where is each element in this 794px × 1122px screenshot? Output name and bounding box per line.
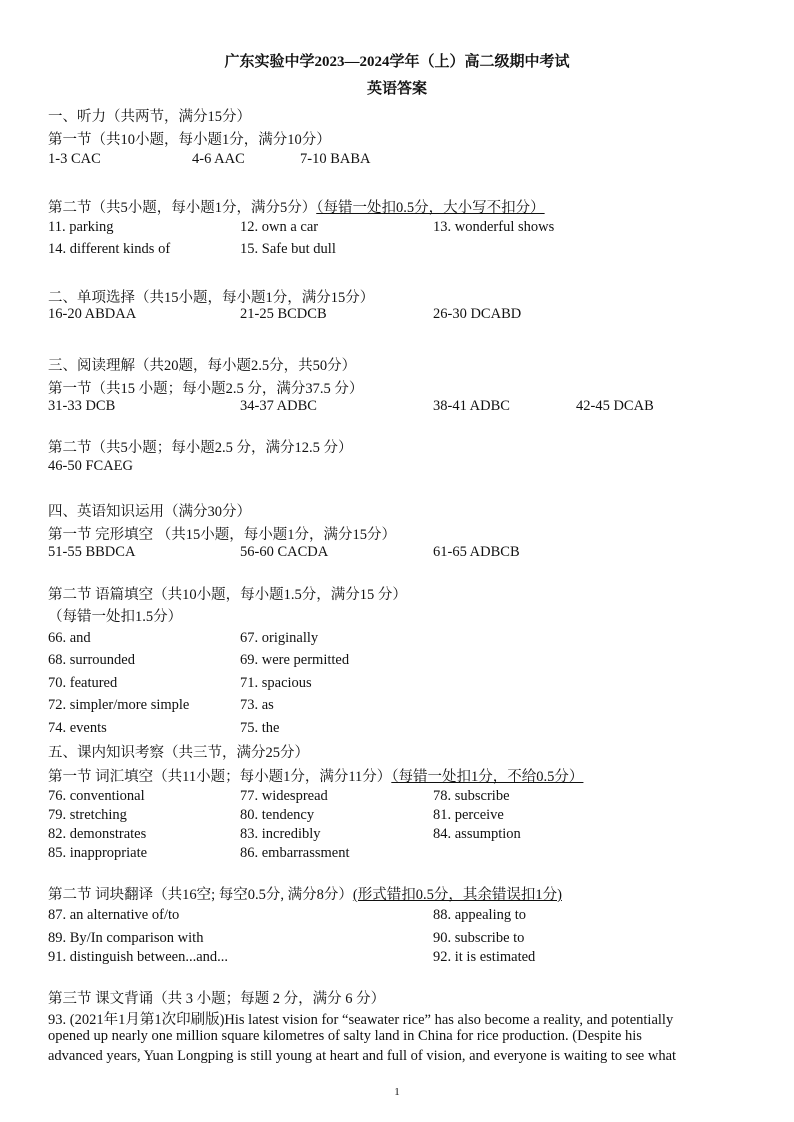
answer-item: 68. surrounded [48, 652, 135, 668]
scoring-note: (形式错扣0.5分，其余错误扣1分) [352, 887, 562, 903]
answer-item: 80. tendency [240, 807, 315, 823]
page-subtitle: 英语答案 [366, 81, 427, 97]
answer-item: 83. incredibly [240, 826, 321, 842]
section-4-heading: 四、英语知识运用（满分30分） [48, 504, 251, 520]
recitation-line: 93. (2021年1月第1次印刷版)His latest vision for “seawater rice” has also become a reality, and potentially [48, 1012, 674, 1028]
scoring-note: （每错一处扣1分，不给0.5分） [391, 769, 584, 785]
answer-item: 73. as [240, 697, 274, 713]
section-4-part-1-heading: 第一节 完形填空 （共15小题，每小题1分，满分15分） [48, 527, 396, 543]
answer-item: 72. simpler/more simple [48, 697, 190, 713]
part-heading-text: 第二节 词块翻译（共16空; 每空0.5分, 满分8分） [48, 887, 353, 903]
section-3-part-2-heading: 第二节（共5小题；每小题2.5 分，满分12.5 分） [48, 440, 353, 456]
section-4-part-2-heading: 第二节 语篇填空（共10小题，每小题1.5分，满分15 分） [48, 587, 407, 603]
answer-item: 7-10 BABA [300, 151, 371, 167]
recitation-line: advanced years, Yuan Longping is still young at heart and full of vision, and everyone is waiting to see what [48, 1048, 677, 1064]
section-3-part-1-heading: 第一节（共15 小题；每小题2.5 分，满分37.5 分） [48, 381, 364, 397]
answer-item: 4-6 AAC [192, 151, 245, 167]
answer-item: 12. own a car [240, 219, 319, 235]
answer-item: 15. Safe but dull [240, 241, 336, 257]
answer-item: 31-33 DCB [48, 398, 116, 414]
answer-item: 91. distinguish between...and... [48, 949, 229, 965]
answer-item: 79. stretching [48, 807, 127, 823]
section-3-heading: 三、阅读理解（共20题，每小题2.5分，共50分） [48, 358, 357, 374]
scoring-note: （每错一处扣0.5分，大小写不扣分） [316, 200, 545, 216]
answer-item: 78. subscribe [433, 788, 510, 804]
section-5-heading: 五、课内知识考察（共三节，满分25分） [48, 745, 309, 761]
answer-item: 84. assumption [433, 826, 521, 842]
recitation-line: opened up nearly one million square kilometres of salty land in China for rice production. (Despite his [48, 1028, 642, 1044]
answer-item: 69. were permitted [240, 652, 350, 668]
answer-item: 88. appealing to [433, 907, 527, 923]
answer-item: 75. the [240, 720, 280, 736]
answer-item: 81. perceive [433, 807, 504, 823]
answer-item: 70. featured [48, 675, 118, 691]
answer-item: 77. widespread [240, 788, 328, 804]
answer-item: 42-45 DCAB [576, 398, 654, 414]
answer-item: 66. and [48, 630, 91, 646]
answer-item: 82. demonstrates [48, 826, 147, 842]
answer-item: 51-55 BBDCA [48, 544, 136, 560]
section-1-part-1-heading: 第一节（共10小题，每小题1分，满分10分） [48, 132, 331, 148]
part-heading-text: 第二节（共5小题，每小题1分，满分5分） [48, 200, 317, 216]
section-5-part-2-heading [48, 883, 562, 904]
section-1-part-2-heading [48, 196, 545, 217]
answer-item: 76. conventional [48, 788, 145, 804]
answer-item: 26-30 DCABD [433, 306, 522, 322]
section-1-heading: 一、听力（共两节，满分15分） [48, 109, 251, 125]
answer-item: 14. different kinds of [48, 241, 171, 257]
section-5-part-3-heading: 第三节 课文背诵（共 3 小题；每题 2 分，满分 6 分） [48, 991, 386, 1007]
answer-item: 67. originally [240, 630, 319, 646]
section-2-heading: 二、单项选择（共15小题，每小题1分，满分15分） [48, 290, 375, 306]
answer-item: 11. parking [48, 219, 114, 235]
answer-item: 56-60 CACDA [240, 544, 329, 560]
answer-item: 89. By/In comparison with [48, 930, 204, 946]
answer-item: 1-3 CAC [48, 151, 101, 167]
part-heading-text: 第一节 词汇填空（共11小题；每小题1分，满分11分） [48, 769, 392, 785]
scoring-note: （每错一处扣1.5分） [48, 609, 183, 625]
answer-item: 86. embarrassment [240, 845, 350, 861]
answer-item: 21-25 BCDCB [240, 306, 327, 322]
answer-item: 92. it is estimated [433, 949, 536, 965]
answer-item: 13. wonderful shows [433, 219, 555, 235]
answer-item: 34-37 ADBC [240, 398, 317, 414]
answer-item: 90. subscribe to [433, 930, 525, 946]
section-5-part-1-heading [48, 765, 583, 786]
page-number: 1 [394, 1086, 400, 1098]
answer-item: 74. events [48, 720, 107, 736]
answer-item: 71. spacious [240, 675, 312, 691]
answer-item: 85. inappropriate [48, 845, 148, 861]
answer-item: 61-65 ADBCB [433, 544, 520, 560]
page-title: 广东实验中学2023—2024学年（上）高二级期中考试 [224, 54, 570, 70]
answer-item: 87. an alternative of/to [48, 907, 180, 923]
answer-item: 16-20 ABDAA [48, 306, 137, 322]
answer-item: 38-41 ADBC [433, 398, 510, 414]
answer-item: 46-50 FCAEG [48, 458, 133, 474]
